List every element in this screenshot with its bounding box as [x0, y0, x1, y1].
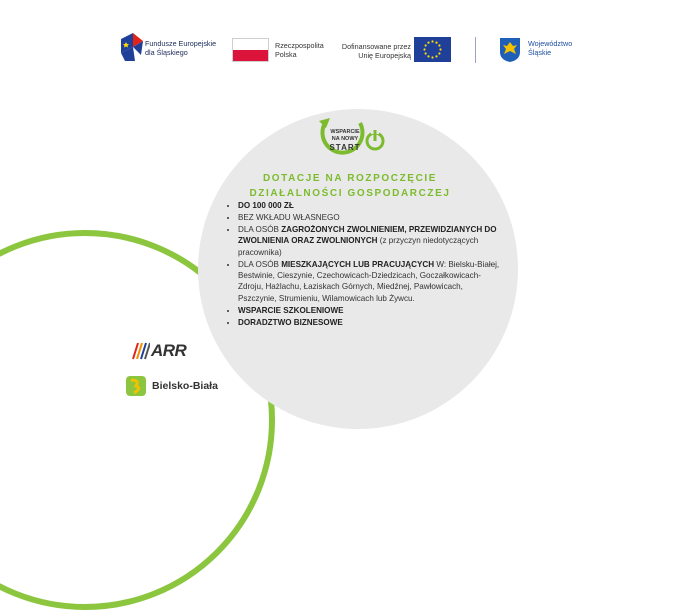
eu-label [334, 43, 411, 60]
page-title [230, 171, 470, 201]
rzeczpospolita-label [275, 42, 324, 59]
bullet-business-advice: DORADZTWO BIZNESOWE [238, 317, 343, 327]
list-item [238, 200, 500, 211]
bullet3-bold: ZAGROŻONYCH ZWOLNIENIEM, PRZEWIDZIANYCH DO ZWOLNIENIA ORAZ ZWOLNIONYCH [238, 224, 497, 246]
bullet4-bold: MIESZKAJĄCYCH LUB PRACUJĄCYCH [281, 259, 435, 269]
silesia-coat-of-arms-icon [499, 37, 521, 63]
city-name: Bielsko-Biała [152, 380, 218, 392]
bullet-no-own-contribution: BEZ WKŁADU WŁASNEGO [238, 212, 340, 222]
logo-divider [475, 37, 476, 63]
start-logo-line1: WSPARCIE [330, 129, 360, 135]
list-item [238, 212, 500, 223]
benefits-list [226, 200, 500, 328]
arr-text: ARR [151, 341, 187, 360]
fundusze-europejskie-label [145, 40, 216, 57]
title-line1: DOTACJE NA ROZPOCZĘCIE [262, 173, 438, 184]
start-logo-line3: START [329, 143, 361, 152]
list-item [238, 224, 500, 258]
wsparcie-na-nowy-start-logo-icon [312, 113, 392, 165]
bielsko-biala-logo [125, 375, 218, 397]
fundusze-line2: dla Śląskiego [145, 47, 188, 57]
bielsko-biala-emblem-icon [125, 375, 147, 397]
list-item [238, 317, 500, 328]
bullet-training: WSPARCIE SZKOLENIOWE [238, 305, 344, 315]
eu-line1: Dofinansowane przez [341, 42, 411, 51]
arr-logo [132, 341, 186, 361]
rzeczpospolita-line1: Rzeczpospolita [275, 41, 324, 50]
wojewodztwo-label [528, 40, 572, 57]
arr-stripes-icon [132, 342, 150, 360]
wojewodztwo-line1: Województwo [528, 39, 573, 48]
logo-bar [0, 0, 695, 90]
bullet3-post: (z przyczyn niedotyczących pracownika) [238, 236, 479, 257]
fundusze-europejskie-logo-icon [121, 33, 143, 61]
wojewodztwo-line2: Śląskie [528, 47, 552, 57]
eu-line2: Unię Europejską [358, 50, 411, 60]
eu-flag-icon [414, 37, 451, 62]
bullet-amount: DO 100 000 ZŁ [238, 201, 294, 210]
bullet4-pre: DLA OSÓB [238, 259, 282, 269]
list-item [238, 305, 500, 316]
bullet4-post: W: Bielsku-Białej, Bestwinie, Cieszynie, Czechowicach-Dziedzicach, Goczałkowicach-Zdroju, Hażlachu, Łaziskach Górnych, Miedźnej, Pawłowicach, Pszczynie, Strumieniu, Wilamowicach lub Żywcu. [238, 259, 500, 303]
bullet3-pre: DLA OSÓB [238, 224, 282, 234]
fundusze-line1: Fundusze Europejskie [145, 39, 217, 48]
title-line2: DZIAŁALNOŚCI GOSPODARCZEJ [249, 188, 451, 199]
start-logo-line2: NA NOWY [331, 136, 359, 142]
polish-flag-icon [232, 38, 269, 62]
rzeczpospolita-line2: Polska [275, 49, 297, 59]
list-item [238, 259, 500, 305]
